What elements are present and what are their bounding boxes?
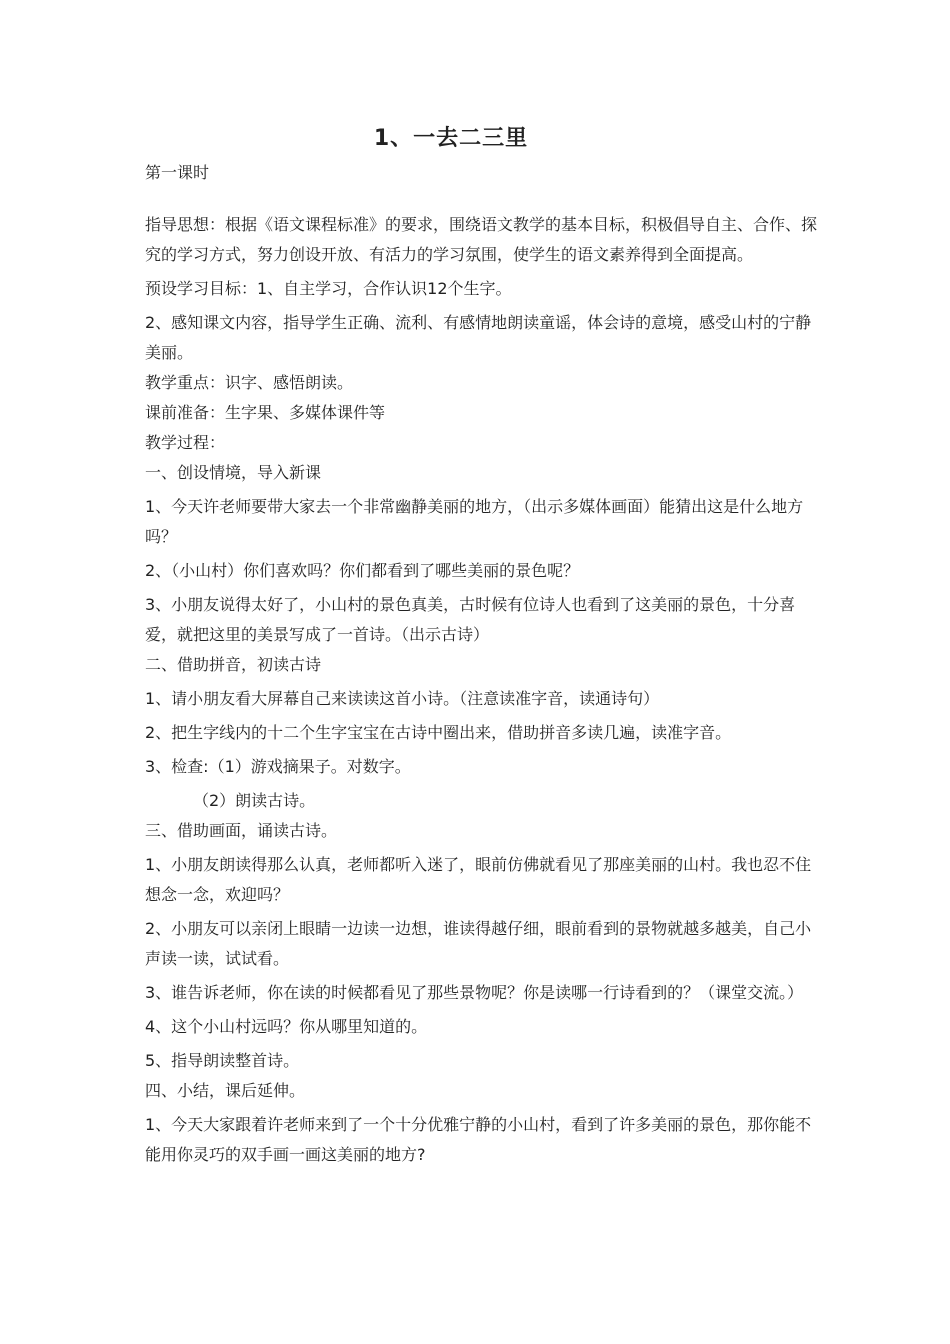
section-heading-4: 四、小结，课后延伸。 (145, 1081, 306, 1100)
teaching-focus: 教学重点：识字、感悟朗读。 (145, 373, 354, 392)
paragraph: 2、（小山村）你们喜欢吗？你们都看到了哪些美丽的景色呢？ (145, 561, 580, 580)
paragraph: 1、请小朋友看大屏幕自己来读读这首小诗。（注意读准字音，读通诗句） (145, 689, 660, 708)
paragraph: 2、把生字线内的十二个生字宝宝在古诗中圈出来，借助拼音多读几遍，读准字音。 (145, 723, 732, 742)
paragraph: 4、这个小山村远吗？你从哪里知道的。 (145, 1017, 428, 1036)
paragraph: 3、谁告诉老师，你在读的时候都看见了那些景物呢？你是读哪一行诗看到的？（课堂交流。） (145, 983, 804, 1002)
paragraph: 1、今天大家跟着许老师来到了一个十分优雅宁静的小山村，看到了许多美丽的景色，那你能不能用你灵巧的双手画一画这美丽的地方? (145, 1115, 812, 1164)
document-title: 1、一去二三里 (373, 126, 529, 151)
paragraph: 2、小朋友可以亲闭上眼睛一边读一边想，谁读得越仔细，眼前看到的景物就越多越美，自己小声读一读，试试看。 (145, 919, 812, 968)
section-heading-1: 一、创设情境，导入新课 (145, 463, 322, 482)
section-heading-3: 三、借助画面，诵读古诗。 (145, 821, 338, 840)
learning-goal-1: 预设学习目标：1、自主学习，合作认识12个生字。 (145, 279, 512, 298)
paragraph: 5、指导朗读整首诗。 (145, 1051, 300, 1070)
lesson-period: 第一课时 (145, 163, 210, 182)
preparation: 课前准备：生字果、多媒体课件等 (145, 403, 386, 422)
paragraph: 1、今天许老师要带大家去一个非常幽静美丽的地方，（出示多媒体画面）能猜出这是什么地方吗？ (145, 497, 804, 546)
paragraph: 3、小朋友说得太好了，小山村的景色真美，古时候有位诗人也看到了这美丽的景色，十分喜爱，就把这里的美景写成了一首诗。（出示古诗） (145, 595, 796, 644)
learning-goal-2: 2、感知课文内容，指导学生正确、流利、有感情地朗读童谣，体会诗的意境，感受山村的宁静美丽。 (145, 313, 812, 362)
teaching-process-heading: 教学过程： (145, 433, 226, 452)
paragraph: 1、小朋友朗读得那么认真，老师都听入迷了，眼前仿佛就看见了那座美丽的山村。我也忍不住想念一念，欢迎吗？ (145, 855, 812, 904)
document-body (145, 158, 825, 1170)
paragraph: （2）朗读古诗。 (193, 791, 316, 810)
paragraph: 3、检查:（1）游戏摘果子。对数字。 (145, 757, 411, 776)
section-heading-2: 二、借助拼音，初读古诗 (145, 655, 322, 674)
guiding-idea: 指导思想：根据《语文课程标准》的要求，围绕语文教学的基本目标，积极倡导自主、合作、探究的学习方式，努力创设开放、有活力的学习氛围，使学生的语文素养得到全面提高。 (145, 215, 818, 264)
